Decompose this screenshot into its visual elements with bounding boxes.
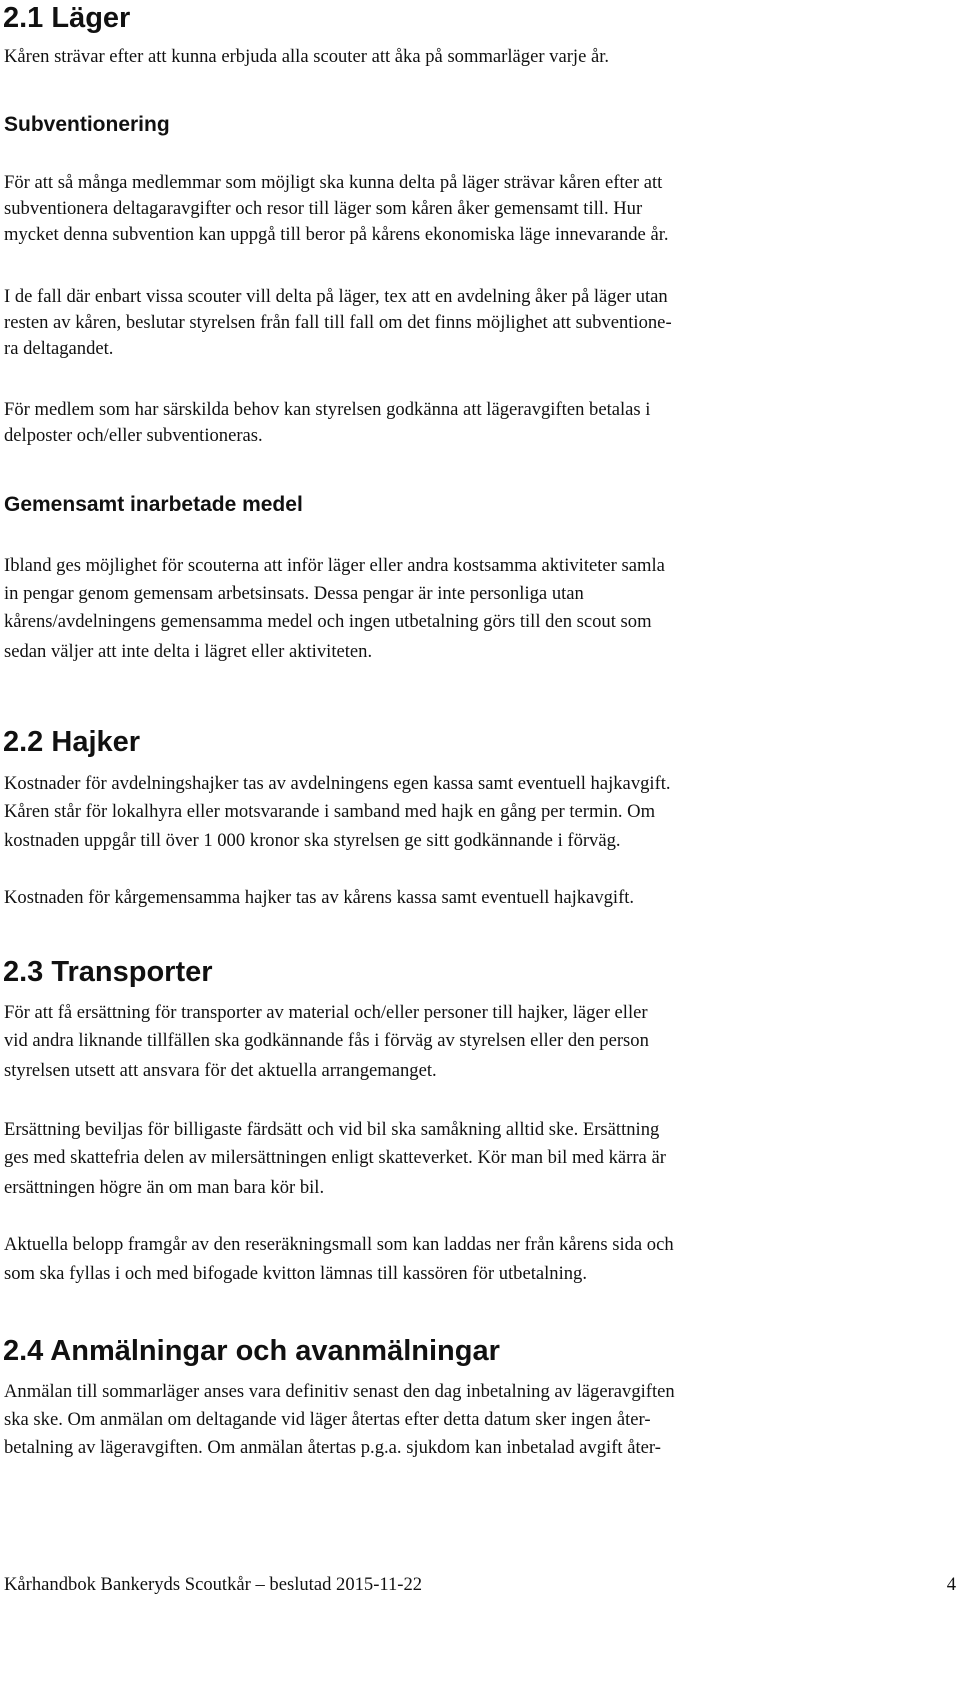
footer-text: Kårhandbok Bankeryds Scoutkår – beslutad 2015-11-22 <box>4 1574 423 1595</box>
paragraph-line: ersättningen högre än om man bara kör bil. <box>4 1177 325 1198</box>
paragraph-line: För att få ersättning för transporter av material och/eller personer till hajker, läger eller <box>4 1002 648 1023</box>
paragraph-line: vid andra liknande tillfällen ska godkännande fås i förväg av styrelsen eller den person <box>4 1030 649 1051</box>
section-heading: 2.3 Transporter <box>3 956 213 988</box>
paragraph-line: Ibland ges möjlighet för scouterna att inför läger eller andra kostsamma aktiviteter samla <box>4 555 665 576</box>
paragraph-line: mycket denna subvention kan uppgå till beror på kårens ekonomiska läge innevarande år. <box>4 224 669 245</box>
paragraph-line: ska ske. Om anmälan om deltagande vid läger återtas efter detta datum sker ingen åter- <box>4 1409 651 1430</box>
paragraph-line: Aktuella belopp framgår av den reseräkningsmall som kan laddas ner från kårens sida och <box>4 1234 674 1255</box>
paragraph-line: som ska fyllas i och med bifogade kvitton lämnas till kassören för utbetalning. <box>4 1263 588 1284</box>
paragraph-line: sedan väljer att inte delta i lägret eller aktiviteten. <box>4 641 373 662</box>
paragraph-line: Kåren står för lokalhyra eller motsvarande i samband med hajk en gång per termin. Om <box>4 801 656 822</box>
paragraph-line: Kostnader för avdelningshajker tas av avdelningens egen kassa samt eventuell hajkavgift. <box>4 773 671 794</box>
paragraph-line: kårens/avdelningens gemensamma medel och ingen utbetalning görs till den scout som <box>4 611 652 632</box>
paragraph-line: Kostnaden för kårgemensamma hajker tas av kårens kassa samt eventuell hajkavgift. <box>4 887 635 908</box>
paragraph-line: ra deltagandet. <box>4 338 114 359</box>
section-heading: 2.4 Anmälningar och avanmälningar <box>3 1335 500 1367</box>
paragraph-line: Ersättning beviljas för billigaste färdsätt och vid bil ska samåkning alltid ske. Ersättning <box>4 1119 660 1140</box>
paragraph-line: Anmälan till sommarläger anses vara definitiv senast den dag inbetalning av lägeravgiften <box>4 1381 675 1402</box>
subsection-heading: Subventionering <box>4 113 170 136</box>
paragraph-line: I de fall där enbart vissa scouter vill delta på läger, tex att en avdelning åker på läger utan <box>4 286 668 307</box>
paragraph-line: subventionera deltagaravgifter och resor till läger som kåren åker gemensamt till. Hur <box>4 198 643 219</box>
section-heading: 2.1 Läger <box>3 2 131 34</box>
paragraph-line: kostnaden uppgår till över 1 000 kronor ska styrelsen ge sitt godkännande i förväg. <box>4 830 621 851</box>
section-heading: 2.2 Hajker <box>3 726 141 758</box>
subsection-heading: Gemensamt inarbetade medel <box>4 493 303 516</box>
paragraph-line: ges med skattefria delen av milersättningen enligt skatteverket. Kör man bil med kärra är <box>4 1147 666 1168</box>
paragraph-line: styrelsen utsett att ansvara för det aktuella arrangemanget. <box>4 1060 437 1081</box>
paragraph-line: resten av kåren, beslutar styrelsen från fall till fall om det finns möjlighet att subventione- <box>4 312 672 333</box>
paragraph-line: För att så många medlemmar som möjligt ska kunna delta på läger strävar kåren efter att <box>4 172 663 193</box>
paragraph-line: betalning av lägeravgiften. Om anmälan återtas p.g.a. sjukdom kan inbetalad avgift åter- <box>4 1437 661 1458</box>
paragraph-line: in pengar genom gemensam arbetsinsats. Dessa pengar är inte personliga utan <box>4 583 584 604</box>
paragraph-line: För medlem som har särskilda behov kan styrelsen godkänna att lägeravgiften betalas i <box>4 399 651 420</box>
page-number: 4 <box>946 1574 956 1595</box>
paragraph-line: Kåren strävar efter att kunna erbjuda alla scouter att åka på sommarläger varje år. <box>4 46 610 67</box>
paragraph-line: delposter och/eller subventioneras. <box>4 425 263 446</box>
